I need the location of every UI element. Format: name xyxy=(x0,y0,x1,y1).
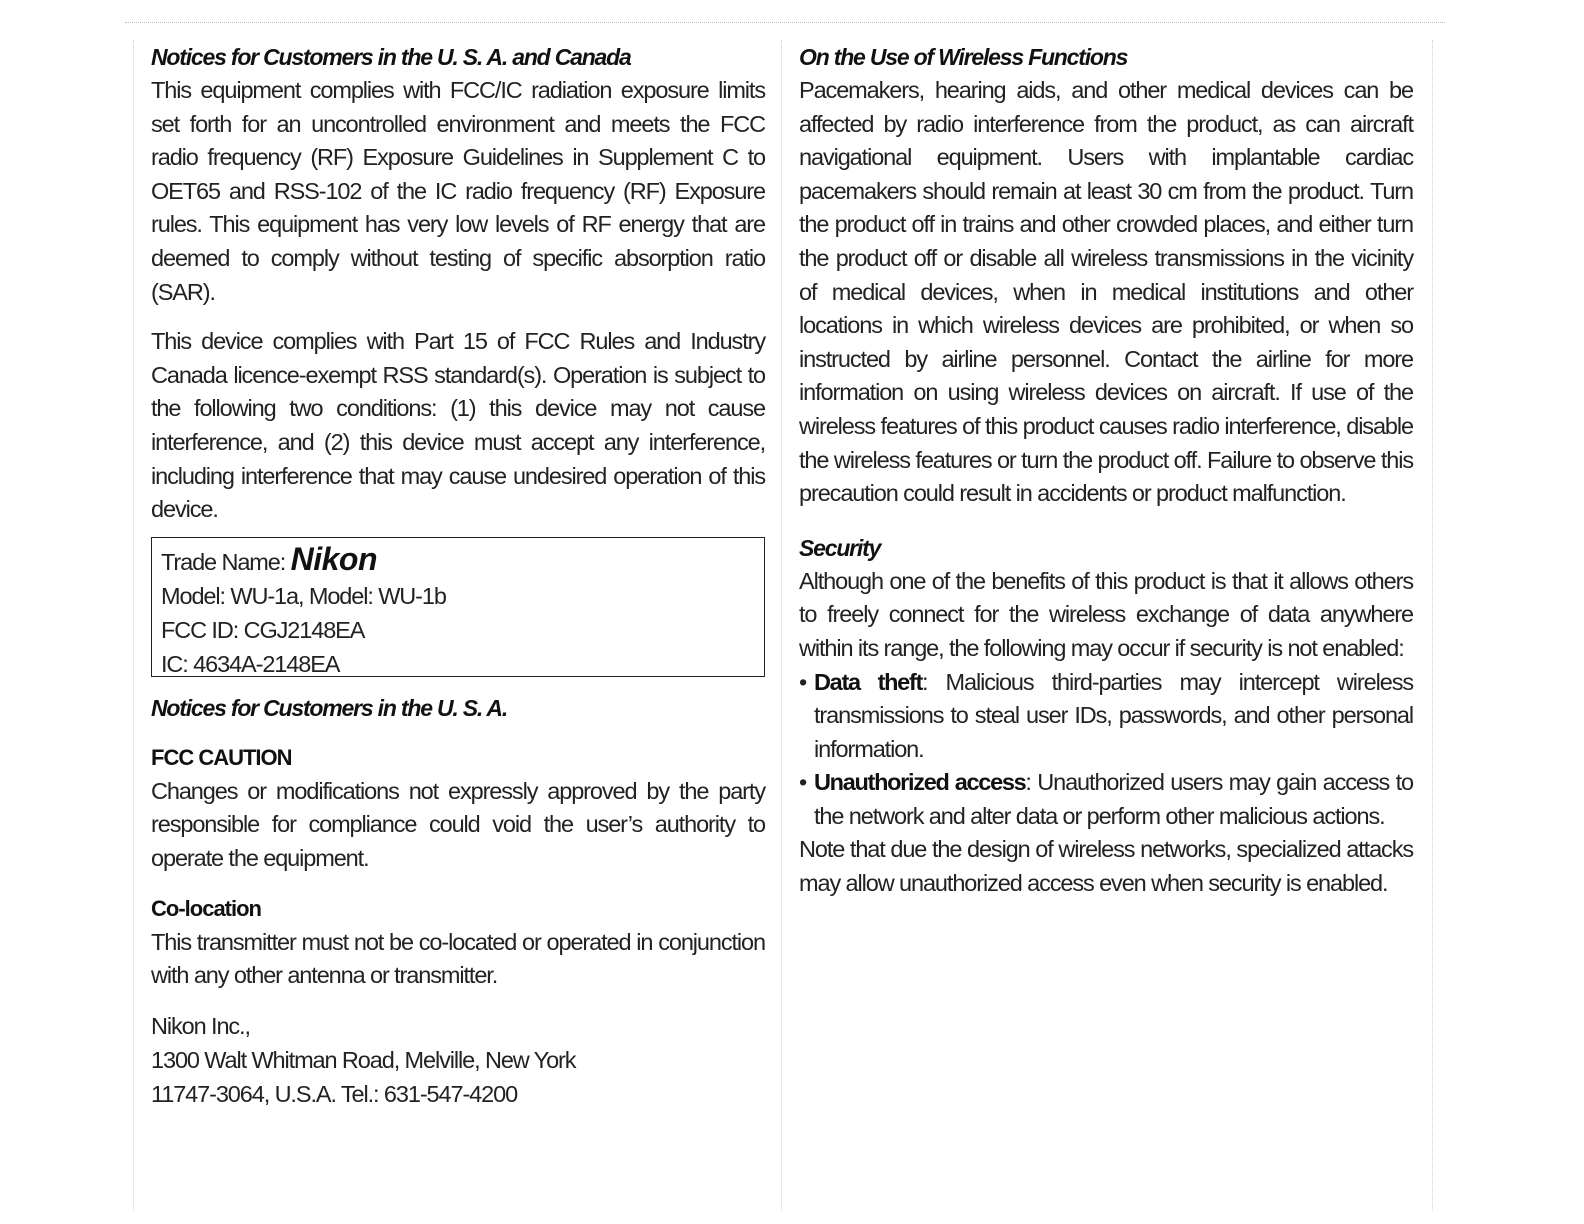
column-divider-dots xyxy=(781,40,782,1210)
model-line: Model: WU-1a, Model: WU-1b xyxy=(161,582,446,609)
trade-name-line xyxy=(161,542,756,579)
bullet-term-data-theft: Data theft xyxy=(814,668,923,695)
part15-paragraph: This device complies with Part 15 of FCC Rules and Industry Canada licence-exempt RSS standard(s). Operation is subject to the following two conditions: (1) this device may not cause interference, and (2) this device must accept any interference, including interference that may cause undesired operation of this device. xyxy=(151,328,765,523)
address-zip-phone: 11747-3064, U.S.A. Tel.: 631-547-4200 xyxy=(151,1080,518,1107)
top-scan-rule xyxy=(125,22,1445,23)
address-street: 1300 Walt Whitman Road, Melville, New York xyxy=(151,1046,576,1073)
notices-usa-section xyxy=(151,691,765,993)
nikon-address xyxy=(151,1009,765,1111)
security-note-paragraph: Note that due the design of wireless networks, specialized attacks may allow unauthorized access even when security is enabled. xyxy=(799,836,1413,897)
fcc-caution-heading: FCC CAUTION xyxy=(151,744,292,770)
trade-name-box xyxy=(151,537,765,677)
wireless-paragraph: Pacemakers, hearing aids, and other medical devices can be affected by radio interference from the product, as can aircraft navigational equipment. Users with implantable cardiac pacemakers should remain at least 30 cm from the product. Turn the product off in trains and other crowded places, and either turn the product off or disable all wireless transmissions in the vicinity of medical devices, when in medical institutions and other locations in which wireless devices are prohibited, or when so instructed by airline personnel. Contact the airline for more information on using wireless devices on aircraft. If use of the wireless features of this product causes radio interference, disable the wireless features or turn the product off. Failure to observe this precaution could result in accidents or product malfunction. xyxy=(799,77,1413,507)
notices-usa-heading: Notices for Customers in the U. S. A. xyxy=(151,694,508,721)
bullet-text-data-theft: : Malicious third-parties may intercept wireless transmissions to steal user IDs, passwords, and other personal information. xyxy=(814,668,1413,762)
right-column xyxy=(799,40,1413,901)
security-section xyxy=(799,531,1413,901)
address-company: Nikon Inc., xyxy=(151,1012,250,1039)
colocation-paragraph: This transmitter must not be co-located or operated in conjunction with any other antenna or transmitter. xyxy=(151,928,765,989)
bullet-symbol: • xyxy=(799,668,807,695)
colocation-heading: Co-location xyxy=(151,895,261,921)
wireless-heading: On the Use of Wireless Functions xyxy=(799,44,1128,70)
security-heading: Security xyxy=(799,534,881,561)
right-margin-dots xyxy=(1432,40,1433,1210)
wireless-section xyxy=(799,40,1413,511)
left-margin-dots xyxy=(133,40,134,1210)
security-intro-paragraph: Although one of the benefits of this product is that it allows others to freely connect for the wireless exchange of data anywhere within its range, the following may occur if security is not enabled: xyxy=(799,567,1413,661)
notices-usa-canada-section xyxy=(151,40,765,527)
notices-usa-canada-heading: Notices for Customers in the U. S. A. and Canada xyxy=(151,44,631,70)
fcc-id-line: FCC ID: CGJ2148EA xyxy=(161,616,365,643)
fcc-caution-paragraph: Changes or modifications not expressly approved by the party responsible for compliance could void the user’s authority to operate the equipment. xyxy=(151,777,765,871)
bullet-text-unauthorized-access: : Unauthorized users may gain access to the network and alter data or perform other malicious actions. xyxy=(814,769,1413,829)
ic-line: IC: 4634A-2148EA xyxy=(161,650,340,677)
bullet-symbol: • xyxy=(799,769,807,796)
rf-exposure-paragraph: This equipment complies with FCC/IC radiation exposure limits set forth for an uncontrolled environment and meets the FCC radio frequency (RF) Exposure Guidelines in Supplement C to OET65 and RSS-102 of the IC radio frequency (RF) Exposure rules. This equipment has very low levels of RF energy that are deemed to comply without testing of specific absorption ratio (SAR). xyxy=(151,77,765,305)
nikon-brand-logo: Nikon xyxy=(290,540,377,577)
bullet-term-unauthorized-access: Unauthorized access xyxy=(814,769,1026,796)
left-column xyxy=(151,40,765,1111)
trade-name-label: Trade Name: xyxy=(161,548,286,575)
bullet-unauthorized-access xyxy=(799,766,1413,833)
bullet-data-theft xyxy=(799,666,1413,767)
